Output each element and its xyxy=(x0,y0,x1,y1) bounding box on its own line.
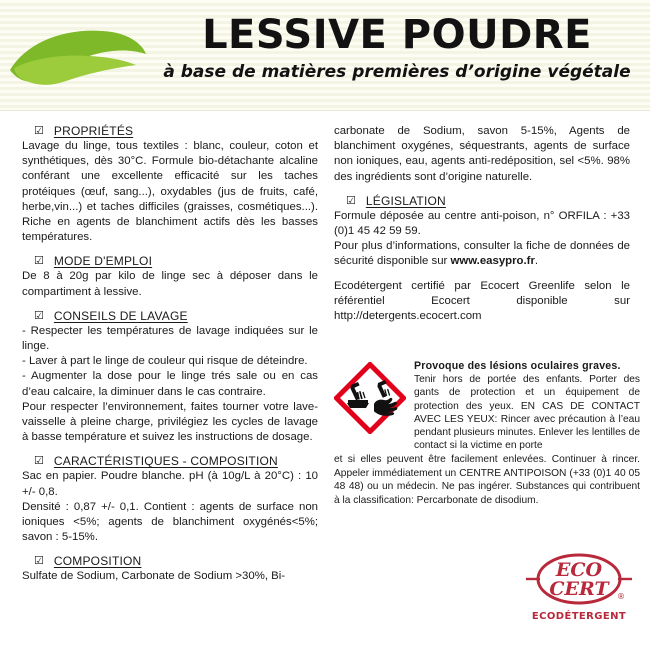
section-paragraph: - Augmenter la dose pour le linge trés sale ou en cas d’eau calcaire, la diminuer dans le cas contraire. xyxy=(22,370,318,398)
svg-text:CERT: CERT xyxy=(549,578,609,600)
page-subtitle: à base de matières premières d’origine végétale xyxy=(163,62,631,82)
left-column xyxy=(22,124,318,594)
checkbox-icon: ☑ xyxy=(34,454,44,468)
section-composition xyxy=(22,554,318,584)
checkbox-icon: ☑ xyxy=(34,554,44,568)
section-header xyxy=(22,124,318,138)
legislation-text: Pour plus d’informations, consulter la fiche de données de sécurité disponible sur xyxy=(334,240,630,268)
section-header xyxy=(22,309,318,323)
sentence-period: . xyxy=(534,255,539,268)
checkbox-icon: ☑ xyxy=(34,124,44,137)
section-paragraph: Sac en papier. Poudre blanche. pH (à 10g/L à 20°C) : 10 +/- 0,8. xyxy=(22,470,318,498)
section-legislation xyxy=(334,194,630,270)
section-mode-demploi xyxy=(22,254,318,299)
section-title: LÉGISLATION xyxy=(365,193,446,208)
checkbox-icon: ☑ xyxy=(34,308,44,322)
checkbox-icon: ☑ xyxy=(346,193,356,207)
ecocert-logo xyxy=(520,552,638,622)
section-paragraph: De 8 à 20g par kilo de linge sec à déposer dans le compartiment à lessive. xyxy=(22,270,318,298)
section-paragraph: Lavage du linge, tous textiles : blanc, couleur, coton et synthétiques, dès 30°C. Formule bio-détachante alcaline conférant une excellente efficacité sur les taches protéiques (œuf, sang...), oxydables (jus de fruits, café, herbe,vin...) et taches difficiles (graisses, cosmétiques...). Riche en agents de blanchiment actifs dès les basses températures. xyxy=(22,140,318,244)
ghs05-corrosion-icon xyxy=(334,362,406,434)
section-header xyxy=(22,554,318,568)
website-link[interactable]: www.easypro.fr xyxy=(450,255,535,268)
title-block xyxy=(150,14,644,82)
hazard-warning-block xyxy=(334,360,640,507)
section-title: CONSEILS DE LAVAGE xyxy=(53,308,188,323)
section-title: PROPRIÉTÉS xyxy=(53,124,134,138)
section-title: MODE D'EMPLOI xyxy=(53,254,153,269)
composition-continuation xyxy=(334,124,630,185)
section-header xyxy=(22,254,318,268)
section-header xyxy=(334,194,630,208)
section-paragraph: Sulfate de Sodium, Carbonate de Sodium >30%, Bi- xyxy=(22,570,286,583)
label-header xyxy=(0,0,650,111)
section-paragraph: Ecodétergent certifié par Ecocert Greenlife selon le référentiel Ecocert disponible sur http://detergents.ecocert.com xyxy=(334,279,630,323)
right-column xyxy=(334,124,630,333)
hazard-top-row xyxy=(334,360,640,452)
section-paragraph: Densité : 0,87 +/- 0,1. Contient : agents de surface non ioniques <5%; agents de blanchiment oxygénés<5%; savon : 5-15%. xyxy=(22,500,318,544)
hazard-statement-part2: et si elles peuvent être facilement enlevées. Continuer à rincer. Appeler immédiatement un CENTRE ANTIPOISON (+33 (0)1 40 05 48 48) ou un médecin. Ne pas ingérer. Substances qui contribuent à la classification: Percarbonate de disodium. xyxy=(334,454,640,506)
section-header xyxy=(22,454,318,468)
svg-text:®: ® xyxy=(617,592,625,601)
section-paragraph: - Respecter les températures de lavage indiquées sur le linge. xyxy=(22,324,318,353)
section-title: COMPOSITION xyxy=(53,554,142,569)
section-conseils-de-lavage xyxy=(22,309,318,446)
section-paragraph: Pour respecter l’environnement, faites tourner votre lave-vaisselle à pleine charge, privilégiez les cycles de lavage à basse température et suivez les instructions de dosage. xyxy=(22,400,318,444)
checkbox-icon: ☑ xyxy=(34,254,44,268)
hazard-heading: Provoque des lésions oculaires graves. xyxy=(414,360,621,372)
label-body xyxy=(0,112,650,650)
section-title: CARACTÉRISTIQUES - COMPOSITION xyxy=(53,454,278,469)
svg-text:ECO: ECO xyxy=(555,559,603,581)
section-paragraph: Formule déposée au centre anti-poison, n° ORFILA : +33 (0)1 45 42 59 59. xyxy=(334,209,630,238)
ecocert-caption: ECODÉTERGENT xyxy=(531,611,627,622)
hazard-text-wrapped xyxy=(414,360,640,452)
section-caracteristiques-composition xyxy=(22,454,318,545)
section-paragraph: carbonate de Sodium, savon 5-15%, Agents de blanchiment oxygénes, séquestrants, agents de surface non ioniques, eau, agents anti-redéposition, sel <5%. 98% des ingrédients sont d’origine naturelle. xyxy=(334,125,630,183)
page-title: LESSIVE POUDRE xyxy=(202,12,592,58)
hazard-statement-part1: Tenir hors de portée des enfants. Porter des gants de protection et un équipement de protection des yeux. EN CAS DE CONTACT AVEC LES YEUX: Rincer avec précaution à l’eau pendant plusieurs minutes. Enlever les lentilles de contact si la victime en porte xyxy=(414,374,640,452)
leaf-icon xyxy=(8,18,148,98)
ecocert-mark-icon xyxy=(520,552,638,610)
ecocert-certification-note xyxy=(334,279,630,325)
section-paragraph: - Laver à part le linge de couleur qui risque de déteindre. xyxy=(22,355,308,368)
section-proprietes xyxy=(22,124,318,245)
section-paragraph-with-link xyxy=(334,239,630,269)
